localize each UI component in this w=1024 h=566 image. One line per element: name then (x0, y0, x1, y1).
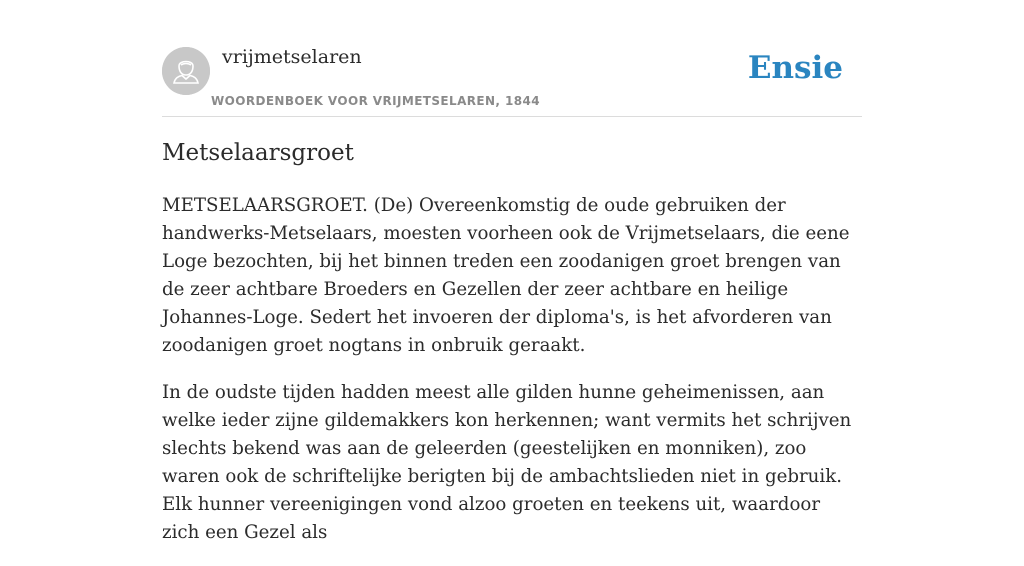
ensie-logo[interactable]: Ensie (747, 50, 843, 86)
author-link[interactable]: vrijmetselaren (222, 46, 362, 68)
header (162, 0, 862, 117)
article-body (162, 192, 862, 566)
source-label[interactable]: WOORDENBOEK VOOR VRIJMETSELAREN, 1844 (211, 94, 540, 108)
article-paragraph: METSELAARSGROET. (De) Overeenkomstig de oude gebruiken der handwerks-Metselaars, moesten voorheen ook de Vrijmetselaars, die eene Loge bezochten, bij het binnen treden een zoodanigen groet brengen van de zeer achtbare Broeders en Gezellen der zeer achtbare en heilige Johannes-Loge. Sedert het invoeren der diploma's, is het afvorderen van zoodanigen groet nogtans in onbruik geraakt. (162, 195, 850, 356)
article-paragraph: In de oudste tijden hadden meest alle gilden hunne geheimenissen, aan welke ieder zijne gildemakkers kon herkennen; want vermits het schrijven slechts bekend was aan de geleerden (geestelijken en monniken), zoo waren ook de schriftelijke berigten bij de ambachtslieden niet in gebruik. Elk hunner vereenigingen vond alzoo groeten en teekens uit, waardoor zich een Gezel als (162, 382, 852, 543)
page (162, 0, 862, 543)
article-title: Metselaarsgroet (162, 140, 354, 166)
user-silhouette-icon (162, 47, 210, 95)
avatar[interactable] (162, 47, 210, 95)
